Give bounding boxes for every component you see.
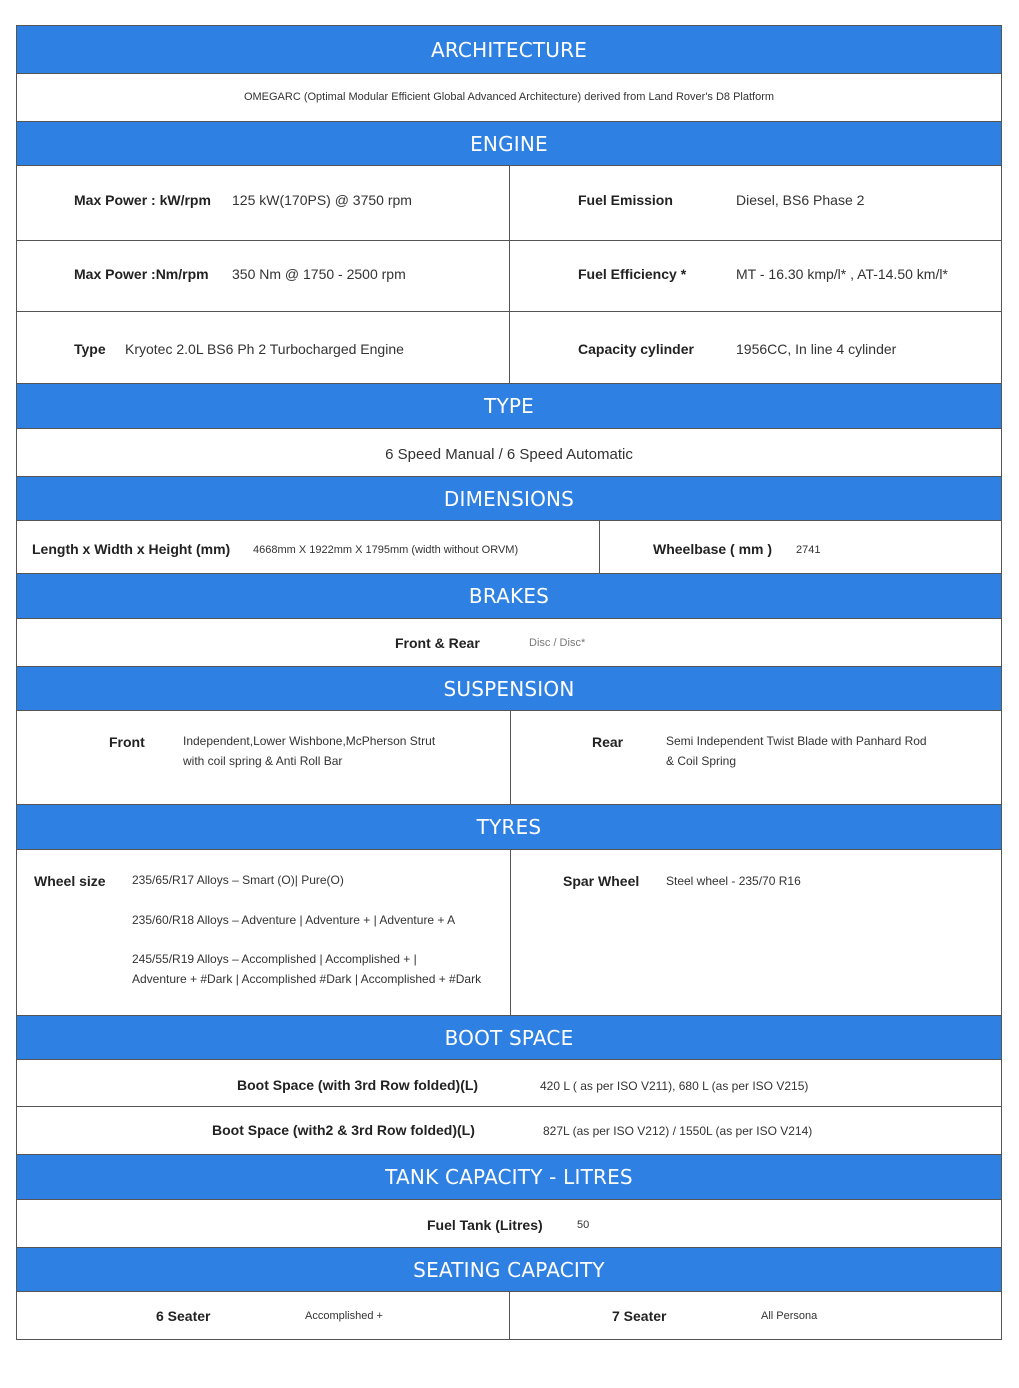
- dimensions-row: [17, 521, 1001, 574]
- dimensions-wheelbase-value: 2741: [796, 544, 821, 556]
- tyres-spare-wheel-label: Spar Wheel: [563, 873, 640, 889]
- tyres-spare-wheel-value: Steel wheel - 235/70 R16: [666, 874, 801, 888]
- suspension-rear-line2: & Coil Spring: [666, 754, 737, 768]
- tyres-header: TYRES: [17, 805, 1001, 850]
- engine-max-power-nm-label: Max Power :Nm/rpm: [74, 266, 209, 282]
- engine-capacity-label: Capacity cylinder: [578, 341, 694, 357]
- engine-max-power-kw-value: 125 kW(170PS) @ 3750 rpm: [232, 192, 412, 208]
- boot-space-2nd-3rd-row-label: Boot Space (with2 & 3rd Row folded)(L): [212, 1122, 475, 1138]
- boot-space-row-2: [17, 1107, 1001, 1155]
- tyres-row: [17, 850, 1001, 1016]
- engine-type-label: Type: [74, 341, 106, 357]
- seating-7-seater-label: 7 Seater: [612, 1308, 667, 1324]
- architecture-row: [17, 74, 1001, 122]
- engine-type-value: Kryotec 2.0L BS6 Ph 2 Turbocharged Engine: [125, 341, 404, 357]
- tank-capacity-row: [17, 1200, 1001, 1248]
- boot-space-3rd-row-value: 420 L ( as per ISO V211), 680 L (as per ISO V215): [540, 1079, 809, 1093]
- engine-fuel-emission-label: Fuel Emission: [578, 192, 673, 208]
- suspension-front-line1: Independent,Lower Wishbone,McPherson Strut: [183, 734, 436, 748]
- engine-capacity-value: 1956CC, In line 4 cylinder: [736, 341, 897, 357]
- fuel-tank-value: 50: [577, 1219, 590, 1231]
- tyres-wheel-option-2: 235/60/R18 Alloys – Adventure | Adventure + | Adventure + A: [132, 913, 456, 927]
- tyres-wheel-option-3a: 245/55/R19 Alloys – Accomplished | Accomplished + |: [132, 952, 417, 966]
- boot-space-2nd-3rd-row-value: 827L (as per ISO V212) / 1550L (as per ISO V214): [543, 1124, 813, 1138]
- architecture-header: ARCHITECTURE: [17, 26, 1001, 74]
- suspension-rear-label: Rear: [592, 734, 624, 750]
- seating-capacity-row: [17, 1292, 1001, 1340]
- dimensions-wheelbase-label: Wheelbase ( mm ): [653, 541, 773, 557]
- type-row: [17, 429, 1001, 477]
- suspension-front-label: Front: [109, 734, 145, 750]
- boot-space-row-1: [17, 1060, 1001, 1107]
- engine-fuel-efficiency-label: Fuel Efficiency *: [578, 266, 687, 282]
- brakes-header: BRAKES: [17, 574, 1001, 619]
- seating-6-seater-value: Accomplished +: [305, 1310, 383, 1322]
- dimensions-lwh-value: 4668mm X 1922mm X 1795mm (width without ORVM): [253, 544, 519, 556]
- engine-fuel-emission-value: Diesel, BS6 Phase 2: [736, 192, 865, 208]
- dimensions-header: DIMENSIONS: [17, 477, 1001, 521]
- engine-row-2: [17, 241, 1001, 312]
- type-header: TYPE: [17, 384, 1001, 429]
- brakes-label: Front & Rear: [395, 635, 480, 651]
- tank-capacity-header: TANK CAPACITY - LITRES: [17, 1155, 1001, 1200]
- boot-space-header: BOOT SPACE: [17, 1016, 1001, 1060]
- suspension-row: [17, 711, 1001, 805]
- seating-7-seater-value: All Persona: [761, 1310, 818, 1322]
- seating-6-seater-label: 6 Seater: [156, 1308, 211, 1324]
- spec-sheet: [16, 25, 1002, 1340]
- transmission-text: 6 Speed Manual / 6 Speed Automatic: [385, 446, 633, 463]
- architecture-text: OMEGARC (Optimal Modular Efficient Global Advanced Architecture) derived from Land Rover's D8 Platform: [243, 91, 775, 103]
- engine-max-power-kw-label: Max Power : kW/rpm: [74, 192, 211, 208]
- engine-row-1: [17, 166, 1001, 241]
- boot-space-3rd-row-label: Boot Space (with 3rd Row folded)(L): [237, 1077, 479, 1093]
- engine-header: ENGINE: [17, 122, 1001, 166]
- fuel-tank-label: Fuel Tank (Litres): [427, 1217, 543, 1233]
- engine-row-3: [17, 312, 1001, 384]
- engine-fuel-efficiency-value: MT - 16.30 kmp/l* , AT-14.50 km/l*: [736, 266, 948, 282]
- seating-capacity-header: SEATING CAPACITY: [17, 1248, 1001, 1292]
- suspension-rear-line1: Semi Independent Twist Blade with Panhard Rod: [666, 734, 927, 748]
- tyres-wheel-size-label: Wheel size: [34, 873, 106, 889]
- tyres-wheel-option-3b: Adventure + #Dark | Accomplished #Dark | Accomplished + #Dark: [132, 972, 482, 986]
- dimensions-lwh-label: Length x Width x Height (mm): [32, 541, 231, 557]
- brakes-value: Disc / Disc*: [529, 637, 586, 649]
- suspension-front-line2: with coil spring & Anti Roll Bar: [183, 754, 343, 768]
- brakes-row: [17, 619, 1001, 667]
- tyres-wheel-option-1: 235/65/R17 Alloys – Smart (O)| Pure(O): [132, 873, 344, 887]
- suspension-header: SUSPENSION: [17, 667, 1001, 711]
- engine-max-power-nm-value: 350 Nm @ 1750 - 2500 rpm: [232, 266, 406, 282]
